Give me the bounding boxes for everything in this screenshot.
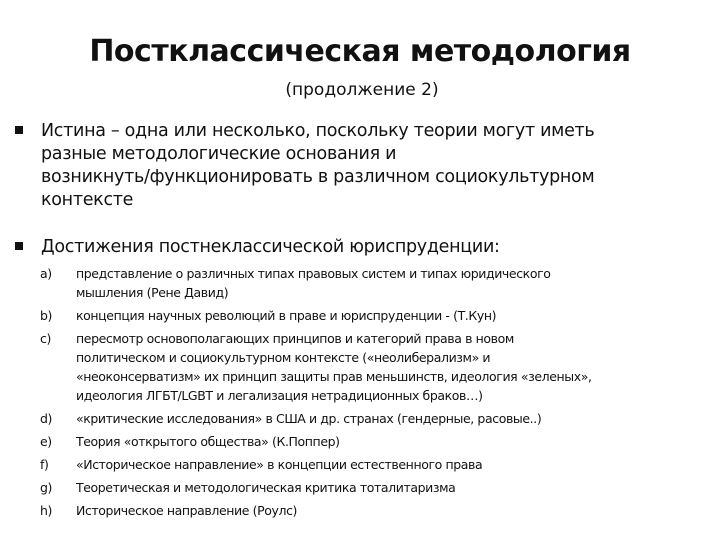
slide-title: Постклассическая методология: [89, 34, 631, 69]
list-item-line: идеология ЛГБТ/LGBT и легализация нетрадиционных браков…): [76, 388, 483, 403]
list-item-line: Историческое направление (Роулс): [76, 503, 298, 518]
list-item-text: [76, 478, 705, 497]
list-item-line: «неоконсерватизм» их принцип защиты прав меньшинств, идеология «зеленых»,: [76, 369, 592, 384]
list-item: [40, 264, 705, 302]
list-item-line: пересмотр основополагающих принципов и категорий права в новом: [76, 331, 514, 346]
list-item-letter: f): [40, 457, 49, 472]
list-item: [40, 409, 705, 428]
bullet-text: [41, 236, 705, 259]
list-item-line: политическом и социокультурном контексте («неолиберализм» и: [76, 350, 491, 365]
bullet-text-line: контексте: [41, 190, 134, 210]
list-item-text: [76, 264, 705, 302]
list-item-letter: a): [40, 266, 52, 281]
list-item: [40, 432, 705, 451]
list-item-letter: d): [40, 411, 53, 426]
list-item-text: [76, 501, 705, 520]
list-item: [40, 455, 705, 474]
list-item-line: Теоретическая и методологическая критика тоталитаризма: [76, 480, 456, 495]
bullet-item: [15, 120, 705, 212]
list-item: [40, 501, 705, 520]
list-item-line: Теория «открытого общества» (К.Поппер): [76, 434, 340, 449]
list-item-text: [76, 432, 705, 451]
list-item-letter: b): [40, 308, 53, 323]
bullet-text-line: возникнуть/функционировать в различном социокультурном: [41, 167, 595, 187]
list-item-text: [76, 329, 705, 405]
list-item: [40, 329, 705, 405]
achievements-list: [40, 264, 705, 524]
list-item-letter: e): [40, 434, 52, 449]
bullet-text-line: Достижения постнеклассической юриспруденции:: [41, 237, 500, 257]
list-item-text: [76, 455, 705, 474]
list-item-line: концепция научных революций в праве и юриспруденции - (Т.Кун): [76, 308, 497, 323]
list-item-line: мышления (Рене Давид): [76, 285, 229, 300]
list-item-text: [76, 409, 705, 428]
bullet-text-line: Истина – одна или несколько, поскольку теории могут иметь: [41, 121, 595, 141]
list-item-letter: h): [40, 503, 52, 518]
list-item: [40, 478, 705, 497]
list-item-line: представление о различных типах правовых систем и типах юридического: [76, 266, 551, 281]
slide-subtitle: (продолжение 2): [285, 80, 439, 100]
bullet-square-icon: [15, 126, 23, 134]
bullet-text: [41, 120, 705, 212]
list-item: [40, 306, 705, 325]
bullet-square-icon: [15, 242, 23, 250]
list-item-letter: g): [40, 480, 53, 495]
list-item-text: [76, 306, 705, 325]
list-item-line: «Историческое направление» в концепции естественного права: [76, 457, 483, 472]
bullet-text-line: разные методологические основания и: [41, 144, 397, 164]
list-item-letter: c): [40, 331, 51, 346]
list-item-line: «критические исследования» в США и др. странах (гендерные, расовые..): [76, 411, 542, 426]
bullet-item: [15, 236, 705, 259]
